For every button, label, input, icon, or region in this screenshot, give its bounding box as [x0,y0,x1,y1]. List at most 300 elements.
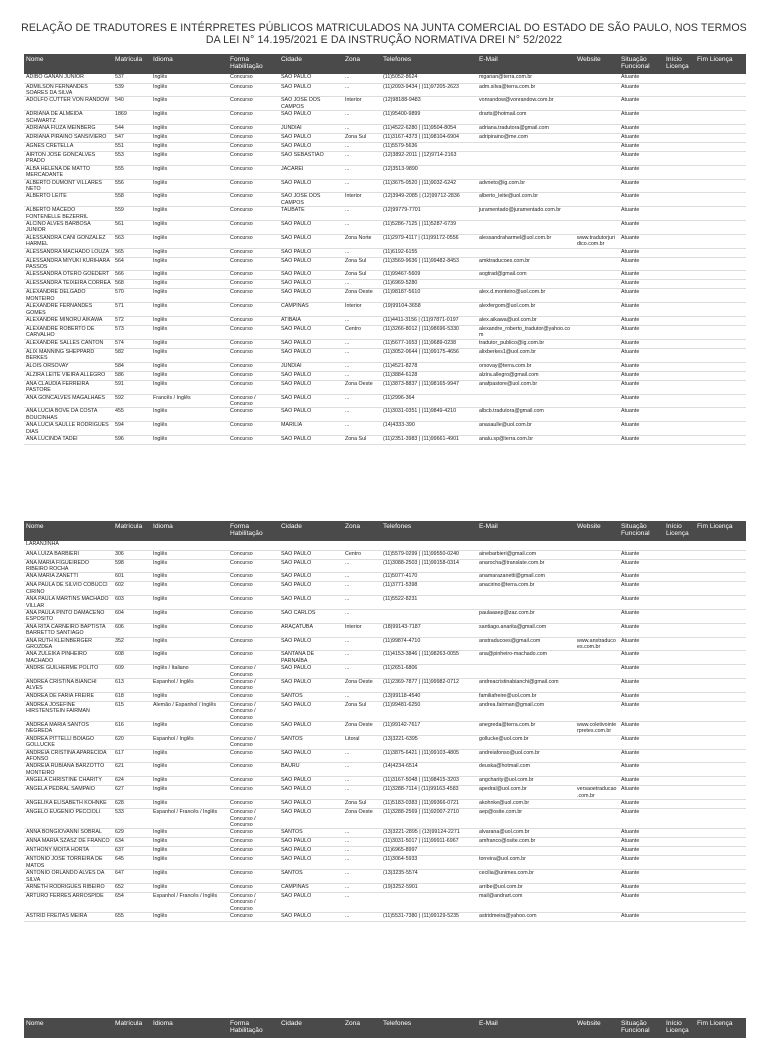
cell-fim [695,339,746,348]
cell-website [575,892,619,912]
cell-matricula: 352 [113,637,151,651]
cell-matricula: 608 [113,651,151,665]
cell-cidade: SÃO PAULO [279,179,343,193]
cell-email[interactable]: orsovay@terra.com.br [477,362,575,371]
cell-matricula: 540 [113,97,151,111]
cell-cidade: SÃO PAULO [279,749,343,763]
cell-website[interactable]: www.tradutorjuridico.com.br [575,234,619,248]
cell-email[interactable]: familiafreire@uol.com.br [477,692,575,701]
cell-website [575,651,619,665]
cell-matricula: 565 [113,248,151,257]
cell-forma: Concurso [228,179,279,193]
cell-website[interactable]: www.anstraducoes.com.br [575,637,619,651]
cell-website [575,83,619,97]
cell-idioma: Inglês [151,786,228,800]
cell-zona: ... [343,280,381,289]
cell-fim [695,665,746,679]
cell-email[interactable]: angcharity@uol.com.br [477,777,575,786]
cell-zona: ... [343,692,381,701]
cell-website [575,408,619,422]
cell-fim [695,870,746,884]
cell-email[interactable]: arribe@uol.com.br [477,883,575,892]
header-fim: Fim Licença [695,1018,746,1038]
cell-situacao: Atuante [619,317,664,326]
cell-fim [695,838,746,847]
cell-matricula: 621 [113,763,151,777]
cell-email [477,151,575,165]
cell-situacao: Atuante [619,151,664,165]
cell-cidade: SANTOS [279,870,343,884]
cell-inicio [664,257,695,271]
cell-email[interactable]: tradutor_publico@ig.com.br [477,339,575,348]
cell-zona: ... [343,665,381,679]
cell-cidade: SÃO PAULO [279,133,343,142]
cell-fim [695,326,746,340]
cell-zona: ... [343,371,381,380]
cell-cidade [279,541,343,550]
cell-website [575,97,619,111]
cell-fim [695,541,746,550]
cell-idioma: Inglês [151,248,228,257]
cell-telefones: (11)6969-5280 [381,280,477,289]
cell-cidade: SÃO PAULO [279,777,343,786]
cell-fim [695,257,746,271]
cell-matricula: 592 [113,394,151,408]
cell-email[interactable]: alvarana@uol.com.br [477,829,575,838]
cell-matricula: 566 [113,271,151,280]
cell-name: ADRIANA PIRAINO SANSIVIERO [24,133,113,142]
cell-idioma: Espanhol / Inglês [151,679,228,693]
cell-email[interactable]: mganan@terra.com.br [477,74,575,83]
cell-email[interactable]: advneto@ig.com.br [477,179,575,193]
cell-email[interactable]: astridmeira@yahoo.com [477,913,575,922]
cell-name: ANDREA JOSEFINE HIRSTENSTEIN FAIRMAN [24,701,113,721]
cell-cidade: CAMPINAS [279,303,343,317]
cell-forma: Concurso [228,380,279,394]
cell-email[interactable]: drarts@hotmail.com [477,111,575,125]
cell-email[interactable]: alexandre_roberto_tradutor@yahoo.com [477,326,575,340]
cell-email[interactable]: anafpastore@uol.com.br [477,380,575,394]
cell-email[interactable]: alberto_leite@uol.com.br [477,193,575,207]
cell-fim [695,371,746,380]
cell-cidade: BAURU [279,763,343,777]
cell-idioma: Inglês [151,847,228,856]
cell-zona: ... [343,408,381,422]
cell-telefones: (11)98187-5610 [381,289,477,303]
cell-inicio [664,892,695,912]
cell-email [477,541,575,550]
cell-email [477,665,575,679]
cell-email[interactable]: gollucke@uol.com.br [477,735,575,749]
cell-fim [695,735,746,749]
cell-email[interactable]: anegreda@terra.com.br [477,722,575,736]
cell-email[interactable]: vonrandow@vonrandow.com.br [477,97,575,111]
table-row [24,749,746,763]
cell-zona: ... [343,124,381,133]
cell-idioma: Inglês [151,763,228,777]
cell-fim [695,124,746,133]
cell-idioma: Inglês [151,142,228,151]
cell-idioma: Francês / Inglês [151,394,228,408]
cell-website [575,394,619,408]
cell-website[interactable]: versaoetraducao.com.br [575,786,619,800]
cell-website [575,692,619,701]
cell-fim [695,883,746,892]
table-row [24,692,746,701]
cell-inicio [664,303,695,317]
cell-matricula: 601 [113,573,151,582]
cell-telefones: (11)3873-8837 | (11)98165-9947 [381,380,477,394]
cell-idioma: Inglês [151,280,228,289]
cell-situacao: Atuante [619,596,664,610]
table-row [24,142,746,151]
cell-name: ALESSANDRA MACHADO LOUZA [24,248,113,257]
cell-forma: Concurso / Concurso / Concurso [228,701,279,721]
cell-name: ANDREIA CRISTINA APARECIDA AFONSO [24,749,113,763]
cell-website [575,665,619,679]
cell-name: ANNA MARIA SZASZ DE FRANCO [24,838,113,847]
cell-situacao: Atuante [619,692,664,701]
cell-idioma: Inglês [151,408,228,422]
cell-telefones: (11)2651-6806 [381,665,477,679]
cell-cidade: SÃO PAULO [279,679,343,693]
cell-forma: Concurso [228,151,279,165]
cell-website [575,883,619,892]
table-row [24,422,746,436]
header-idioma: Idioma [151,54,228,74]
cell-idioma: Inglês [151,74,228,83]
cell-matricula: 629 [113,829,151,838]
cell-email[interactable]: apedral@uol.com.br [477,786,575,800]
cell-fim [695,651,746,665]
cell-inicio [664,800,695,809]
cell-email [477,221,575,235]
cell-cidade: SÃO PAULO [279,221,343,235]
cell-inicio [664,234,695,248]
cell-forma: Concurso [228,870,279,884]
cell-cidade: SÃO PAULO [279,582,343,596]
cell-inicio [664,133,695,142]
cell-inicio [664,559,695,573]
cell-email[interactable]: analu.sp@terra.com.br [477,435,575,444]
cell-fim [695,609,746,623]
cell-matricula: 602 [113,582,151,596]
cell-matricula: 568 [113,280,151,289]
cell-cidade: SÃO PAULO [279,892,343,912]
cell-idioma: Inglês [151,317,228,326]
cell-email[interactable]: paulaasep@zaz.com.br [477,609,575,623]
cell-idioma: Inglês [151,380,228,394]
cell-cidade: SÃO PAULO [279,394,343,408]
cell-zona: ... [343,892,381,912]
table-row [24,280,746,289]
header-cidade: Cidade [279,521,343,541]
cell-email[interactable]: aogtrad@gmail.com [477,271,575,280]
cell-email[interactable]: anstraducoes@gmail.com [477,637,575,651]
cell-zona: Zona Oeste [343,679,381,693]
cell-zona: ... [343,348,381,362]
cell-name: ALBA HELENA DE MATTO MERCADANTE [24,165,113,179]
cell-situacao: Atuante [619,892,664,912]
cell-website [575,870,619,884]
cell-name: ADRIANA DE ALMEIDA SCHWARTZ [24,111,113,125]
cell-email[interactable]: alzira.allegro@gmail.com [477,371,575,380]
cell-idioma: Inglês [151,692,228,701]
cell-website [575,248,619,257]
cell-cidade: SÃO PAULO [279,573,343,582]
cell-email[interactable]: anarocha@translate.com.br [477,559,575,573]
cell-zona: Interior [343,303,381,317]
cell-idioma: Inglês [151,883,228,892]
cell-name: ANGELO EUGENIO PECCIOLI [24,809,113,829]
cell-fim [695,133,746,142]
cell-inicio [664,289,695,303]
cell-website [575,193,619,207]
cell-email[interactable]: andrea.fairman@gmail.com [477,701,575,721]
cell-forma: Concurso [228,257,279,271]
table-row [24,809,746,829]
cell-situacao: Atuante [619,83,664,97]
cell-name: LARANJINHA [24,541,113,550]
cell-website [575,559,619,573]
cell-website [575,151,619,165]
cell-email[interactable]: amktraducoes.com.br [477,257,575,271]
cell-cidade: SÃO PAULO [279,665,343,679]
cell-idioma: Inglês [151,111,228,125]
cell-forma: Concurso / Concurso / Concurso [228,892,279,912]
cell-email [477,847,575,856]
cell-email[interactable]: andreacristinabianchi@gmail.com [477,679,575,693]
header-zona: Zona [343,54,381,74]
cell-idioma: Inglês [151,913,228,922]
cell-matricula: 628 [113,800,151,809]
cell-email[interactable]: juramentado@juramentado.com.br [477,207,575,221]
cell-cidade: SÃO PAULO [279,786,343,800]
cell-inicio [664,651,695,665]
cell-website [575,133,619,142]
cell-matricula: 598 [113,559,151,573]
cell-forma: Concurso / Concurso [228,735,279,749]
cell-website[interactable]: www.coletivointerpretes.com.br [575,722,619,736]
cell-fim [695,271,746,280]
cell-email [477,248,575,257]
cell-email[interactable]: ana@pinheiro-machado.com [477,651,575,665]
cell-forma: Concurso [228,165,279,179]
cell-email[interactable]: anasaulle@uol.com.br [477,422,575,436]
cell-telefones: (12)3892-2011 | (12)9714-2163 [381,151,477,165]
table-row [24,883,746,892]
cell-fim [695,179,746,193]
cell-email[interactable]: adm.silva@terra.com.br [477,83,575,97]
cell-email[interactable]: alixberkes1@uol.com.br [477,348,575,362]
cell-matricula: 652 [113,883,151,892]
cell-telefones: (11)5052-8624 [381,74,477,83]
cell-website [575,763,619,777]
cell-situacao: Atuante [619,749,664,763]
cell-cidade: SÃO PAULO [279,339,343,348]
cell-telefones: (14)4234-6514 [381,763,477,777]
cell-fim [695,679,746,693]
cell-inicio [664,111,695,125]
cell-idioma: Inglês [151,596,228,610]
header-forma: Forma Habilitação [228,521,279,541]
cell-zona: ... [343,637,381,651]
cell-inicio [664,394,695,408]
cell-email[interactable]: alex.d.monteiro@uol.com.br [477,289,575,303]
cell-name: ALBERTO DUMONT VILLARES NETO [24,179,113,193]
cell-situacao: Atuante [619,380,664,394]
cell-website [575,573,619,582]
cell-idioma: Inglês [151,151,228,165]
cell-fim [695,623,746,637]
cell-inicio [664,735,695,749]
cell-zona: Litoral [343,735,381,749]
cell-email[interactable]: andreiafonso@uol.com.br [477,749,575,763]
cell-situacao: Atuante [619,829,664,838]
cell-idioma: Espanhol / Francês / Inglês [151,809,228,829]
cell-inicio [664,637,695,651]
cell-idioma: Inglês [151,559,228,573]
cell-zona: Centro [343,326,381,340]
cell-website [575,124,619,133]
cell-zona: Zona Sul [343,435,381,444]
cell-fim [695,809,746,829]
cell-forma: Concurso [228,838,279,847]
cell-idioma: Inglês [151,371,228,380]
cell-name: ANA LUCINDA TADEI [24,435,113,444]
cell-email[interactable]: adripiraino@me.com [477,133,575,142]
cell-email[interactable]: deuska@hotmail.com [477,763,575,777]
cell-idioma: Alemão / Espanhol / Inglês [151,701,228,721]
cell-email[interactable]: ainebarbieri@gmail.com [477,550,575,559]
cell-inicio [664,179,695,193]
table-row [24,763,746,777]
cell-matricula: 634 [113,838,151,847]
table-row [24,408,746,422]
cell-name: ALBERTO MACEDO FONTENELLE BEZERRIL [24,207,113,221]
cell-situacao: Atuante [619,193,664,207]
cell-name: ANA RITA CARNEIRO BAPTISTA BARRETTO SANTIAGO [24,623,113,637]
cell-website [575,257,619,271]
cell-idioma: Inglês [151,165,228,179]
cell-email[interactable]: alessandraharmel@uol.com.br [477,234,575,248]
cell-matricula: 582 [113,348,151,362]
header-email: E-Mail [477,1018,575,1038]
cell-email [477,394,575,408]
cell-cidade: JUNDIAÍ [279,362,343,371]
cell-zona: ... [343,651,381,665]
cell-inicio [664,124,695,133]
cell-email[interactable]: albcb.tradutora@gmail.com [477,408,575,422]
table-header [24,521,746,541]
cell-email[interactable]: alex.aikawa@uol.com.br [477,317,575,326]
cell-telefones: (11)2996-364 [381,394,477,408]
cell-telefones: (13)99118-4540 [381,692,477,701]
cell-matricula: 591 [113,380,151,394]
cell-matricula: 584 [113,362,151,371]
cell-telefones: (11)4411-3156 | (11)97871-0197 [381,317,477,326]
cell-idioma: Inglês [151,550,228,559]
cell-forma: Concurso [228,339,279,348]
cell-inicio [664,856,695,870]
cell-zona: ... [343,786,381,800]
cell-fim [695,111,746,125]
cell-telefones: (11)3771-5398 [381,582,477,596]
cell-situacao: Atuante [619,248,664,257]
cell-email[interactable]: alexfergom@uol.com.br [477,303,575,317]
table-row [24,207,746,221]
table-row [24,735,746,749]
cell-idioma: Inglês [151,435,228,444]
cell-telefones: (11)95400-9899 [381,111,477,125]
cell-cidade: JUNDIAÍ [279,124,343,133]
cell-email[interactable]: anamarazanetti@gmail.com [477,573,575,582]
cell-fim [695,221,746,235]
cell-forma: Concurso [228,348,279,362]
cell-forma: Concurso / Concurso / Concurso [228,809,279,829]
cell-inicio [664,829,695,838]
cell-fim [695,573,746,582]
cell-telefones: (11)99467-5609 [381,271,477,280]
cell-idioma: Inglês [151,582,228,596]
cell-email[interactable]: santiago.anarita@gmail.com [477,623,575,637]
cell-inicio [664,777,695,786]
cell-cidade: SÃO PAULO [279,701,343,721]
header-idioma: Idioma [151,521,228,541]
cell-cidade: SÃO PAULO [279,280,343,289]
cell-email[interactable]: mail@andrart.com [477,892,575,912]
cell-telefones: (11)5077-4170 [381,573,477,582]
cell-email[interactable]: adriana.tradutora@gmail.com [477,124,575,133]
header-email: E-Mail [477,521,575,541]
cell-email[interactable]: anacirino@terra.com.br [477,582,575,596]
table-row [24,892,746,912]
cell-name: ALEXANDRE MINORU AIKAWA [24,317,113,326]
cell-zona: ... [343,609,381,623]
table-row [24,97,746,111]
cell-fim [695,422,746,436]
cell-forma: Concurso [228,559,279,573]
cell-fim [695,763,746,777]
header-fim: Fim Licença [695,54,746,74]
cell-inicio [664,786,695,800]
cell-email[interactable]: amfranco@osite.com.br [477,838,575,847]
cell-telefones [381,892,477,912]
cell-matricula: 553 [113,151,151,165]
cell-email[interactable]: aep@osite.com.br [477,809,575,829]
cell-email[interactable]: cecilia@unimes.com.br [477,870,575,884]
cell-email [477,596,575,610]
cell-matricula: 645 [113,856,151,870]
cell-telefones: (11)6192-6155 [381,248,477,257]
cell-name: ANDREA PITTELLI BOIAGO GOLLUCKE [24,735,113,749]
cell-website [575,371,619,380]
cell-matricula: 655 [113,913,151,922]
table-row [24,317,746,326]
header-matricula: Matrícula [113,521,151,541]
cell-email[interactable]: torreira@uol.com.br [477,856,575,870]
cell-fim [695,83,746,97]
cell-telefones: (11)3031-5017 | (11)99911-6967 [381,838,477,847]
cell-forma: Concurso [228,856,279,870]
header-zona: Zona [343,1018,381,1038]
cell-email[interactable]: akohnke@uol.com.br [477,800,575,809]
cell-forma: Concurso [228,280,279,289]
cell-idioma [151,541,228,550]
cell-situacao: Atuante [619,221,664,235]
cell-telefones [381,541,477,550]
cell-telefones: (11)2369-7877 | (11)99982-0712 [381,679,477,693]
